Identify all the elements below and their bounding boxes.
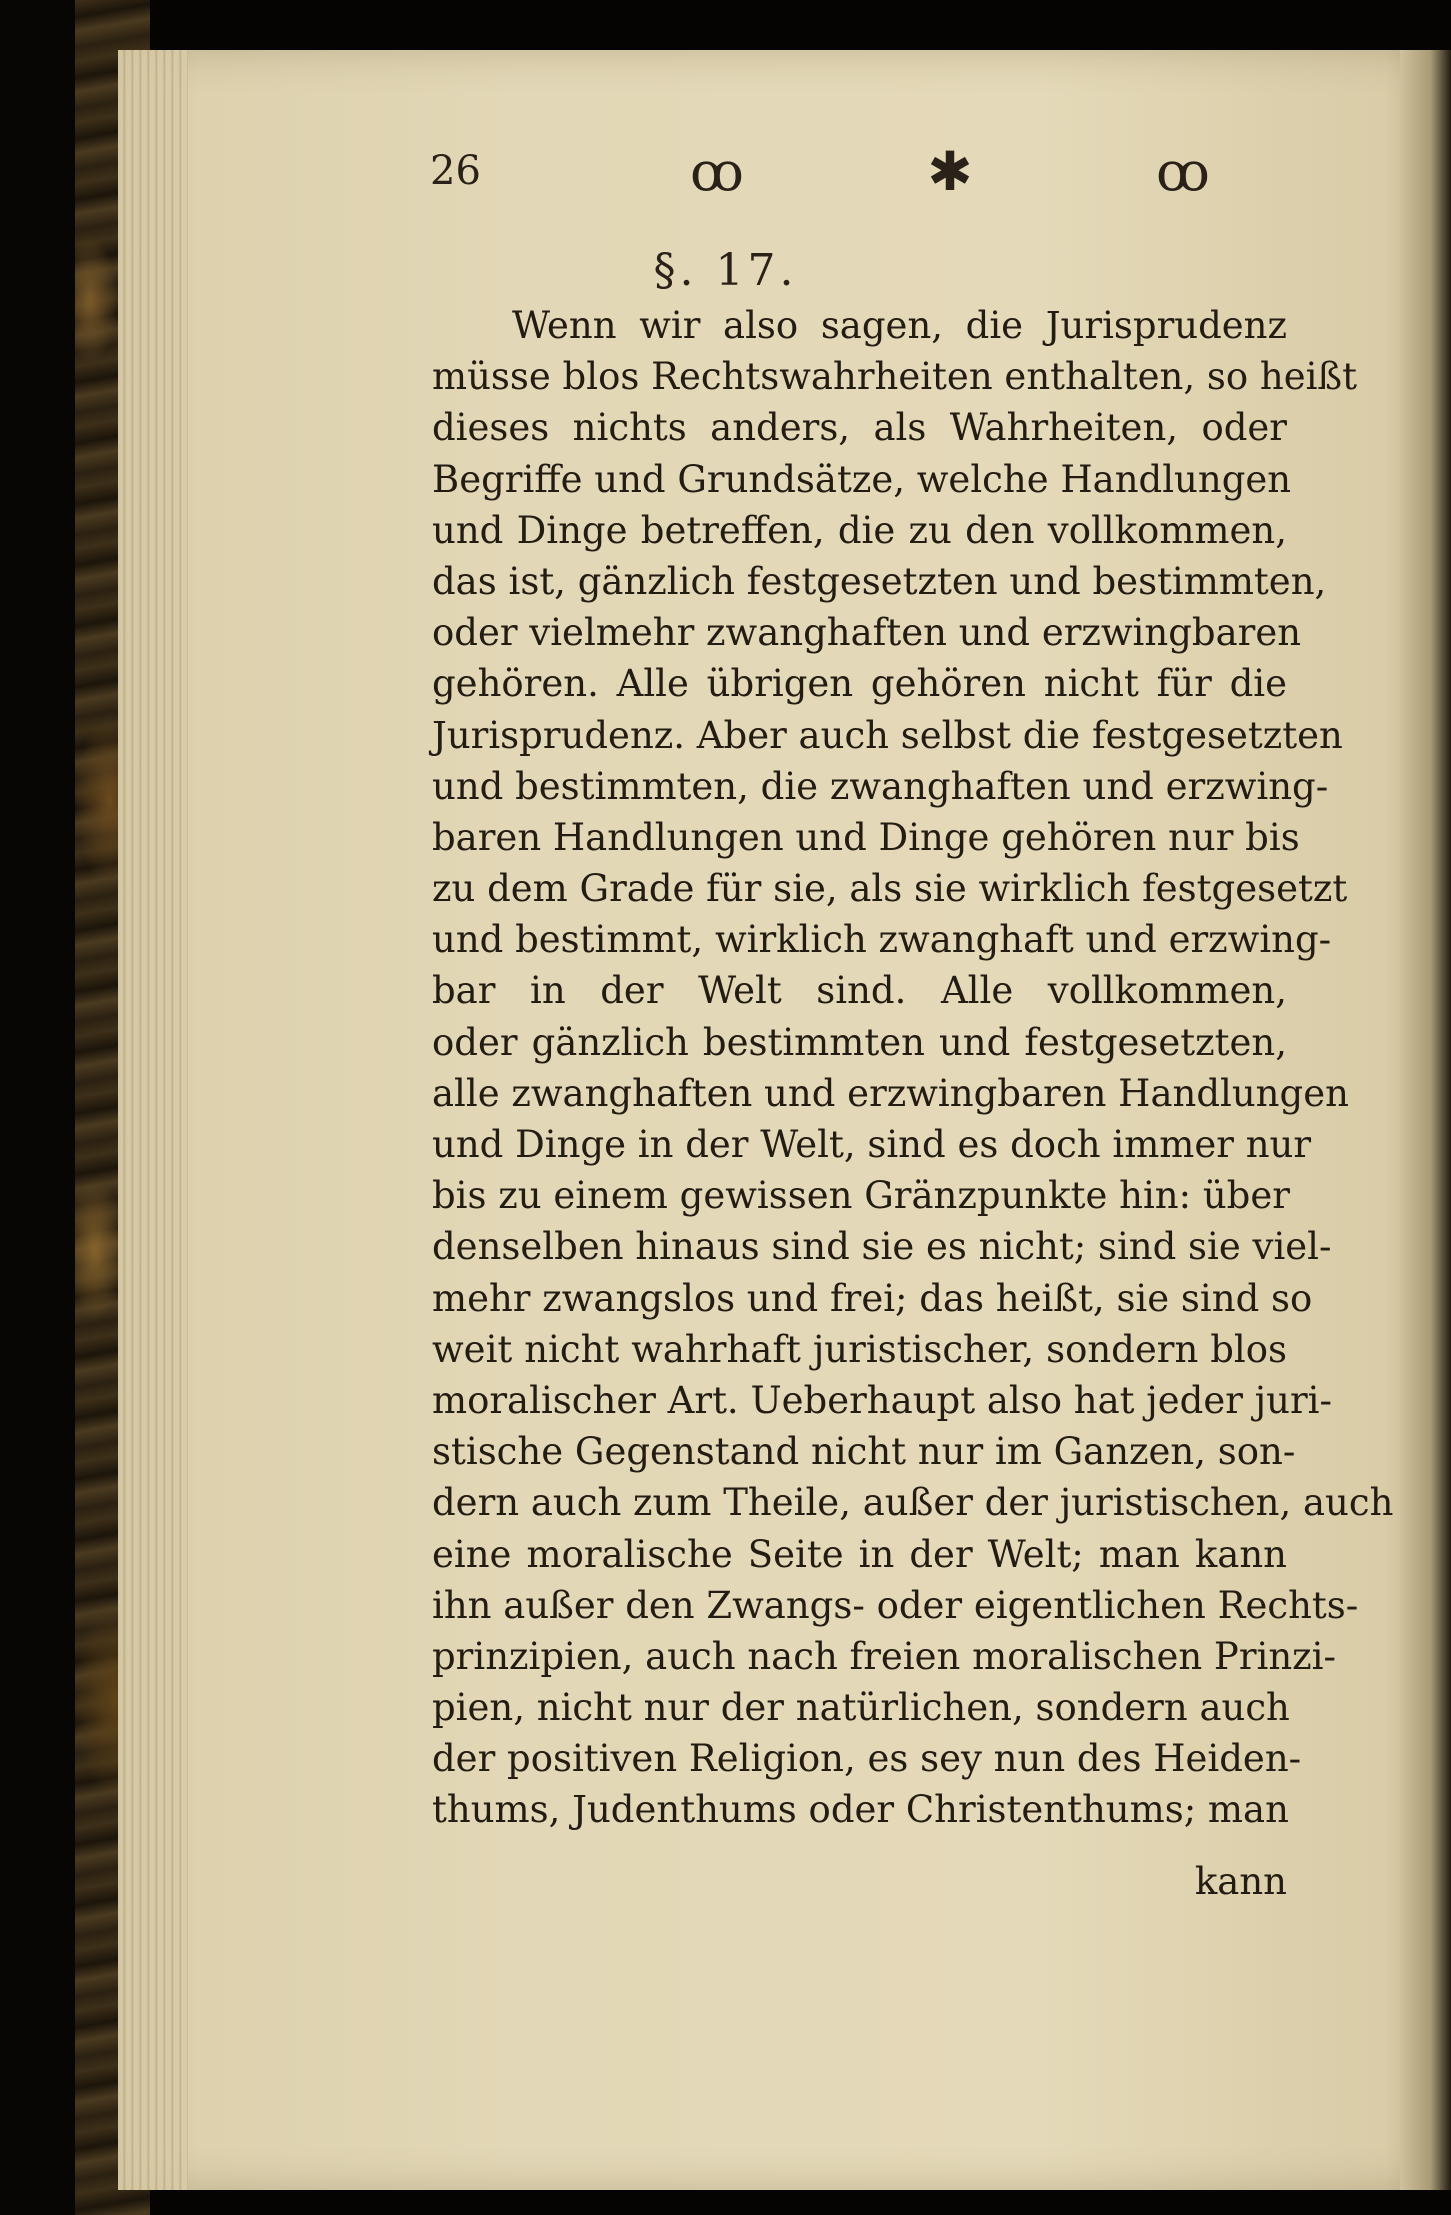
page-edges [118, 50, 188, 2190]
text-line: und Dinge betreffen, die zu den vollkommen, [432, 508, 1287, 552]
text-line: Wenn wir also sagen, die Jurisprudenz [512, 304, 1287, 347]
text-line: moralischer Art. Ueberhaupt also hat jeder juri- [432, 1378, 1332, 1422]
text-line: gehören. Alle übrigen gehören nicht für die [432, 662, 1287, 706]
text-line: oder vielmehr zwanghaften und erzwingbaren [432, 611, 1302, 655]
background-edge [0, 0, 75, 2215]
catchword: kann [1194, 1860, 1287, 1903]
running-header [430, 140, 1330, 210]
text-line: der positiven Religion, es sey nun des Heiden- [432, 1737, 1302, 1781]
text-line: und Dinge in der Welt, sind es doch immer nur [432, 1123, 1312, 1166]
text-line: baren Handlungen und Dinge gehören nur bis [432, 815, 1300, 859]
text-line: prinzipien, auch nach freien moralischen Prinzi- [432, 1634, 1337, 1678]
text-line: dieses nichts anders, als Wahrheiten, oder [432, 406, 1287, 450]
text-line: müsse blos Rechtswahrheiten enthalten, so heißt [432, 355, 1358, 399]
text-line: und bestimmt, wirklich zwanghaft und erzwing- [432, 918, 1332, 962]
page-number: 26 [430, 148, 481, 194]
text-line: das ist, gänzlich festgesetzten und bestimmten, [432, 559, 1327, 603]
text-line: stische Gegenstand nicht nur im Ganzen, son- [432, 1430, 1296, 1474]
book-gutter [1400, 50, 1451, 2190]
text-line: und bestimmten, die zwanghaften und erzwing- [432, 764, 1329, 808]
text-line: dern auch zum Theile, außer der juristischen, auch [432, 1481, 1394, 1525]
text-line: mehr zwangslos und frei; das heißt, sie sind so [432, 1276, 1313, 1320]
text-line: bar in der Welt sind. Alle vollkommen, [432, 969, 1287, 1013]
text-line: denselben hinaus sind sie es nicht; sind sie viel- [432, 1225, 1332, 1269]
body-paragraph [432, 300, 1394, 1836]
text-line: bis zu einem gewissen Gränzpunkte hin: über [432, 1174, 1290, 1218]
ornament-center-icon: ✱ [927, 140, 973, 203]
section-heading: §. 17. [653, 245, 798, 296]
text-line: ihn außer den Zwangs- oder eigentlichen Rechts- [432, 1583, 1359, 1627]
text-line: alle zwanghaften und erzwingbaren Handlungen [432, 1071, 1349, 1115]
text-line: zu dem Grade für sie, als sie wirklich festgesetzt [432, 867, 1348, 911]
text-line: oder gänzlich bestimmten und festgesetzten, [432, 1020, 1287, 1064]
text-line: pien, nicht nur der natürlichen, sondern auch [432, 1686, 1290, 1730]
text-line: Jurisprudenz. Aber auch selbst die festgesetzten [432, 713, 1343, 757]
header-ornament [690, 140, 1210, 203]
text-line: weit nicht wahrhaft juristischer, sondern blos [432, 1327, 1287, 1371]
ornament-right-icon: ꝏ [1156, 140, 1210, 203]
text-line: Begriffe und Grundsätze, welche Handlungen [432, 457, 1292, 501]
text-line: thums, Judenthums oder Christenthums; man [432, 1788, 1289, 1832]
text-line: eine moralische Seite in der Welt; man kann [432, 1532, 1287, 1576]
ornament-left-icon: ꝏ [690, 140, 744, 203]
